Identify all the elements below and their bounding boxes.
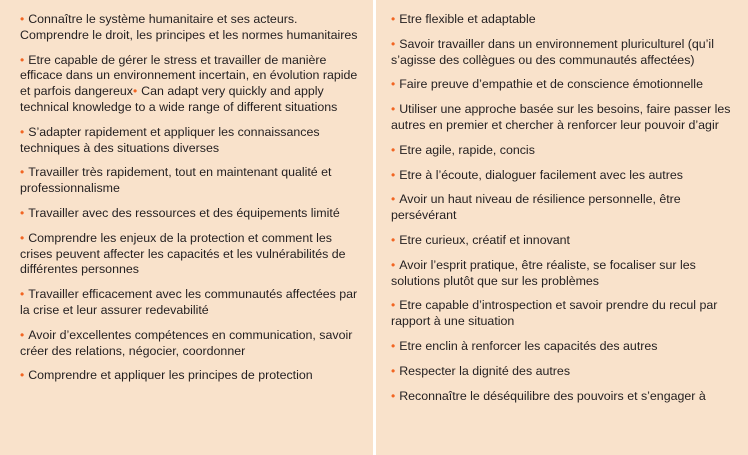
bullet-icon: • [391,192,396,207]
list-item [391,168,746,184]
bullet-icon: • [391,36,396,51]
bullet-icon: • [391,12,396,26]
bullet-icon: • [391,142,396,157]
item-text: Avoir d’excellentes compétences en communication, savoir créer des relations, négocier, coordonner [20,327,353,358]
item-text: Comprendre et appliquer les principes de protection [28,368,313,383]
list-item [391,389,746,405]
item-text: Etre curieux, créatif et innovant [399,232,571,247]
item-text: Travailler efficacement avec les communautés affectées par la crise et leur assurer redevabilité [20,287,358,317]
item-text: S’adapter rapidement et appliquer les connaissances techniques à des situations diverses [20,124,320,155]
bullet-icon: • [391,363,396,378]
list-item [391,192,746,224]
list-item [20,231,367,278]
item-text: Travailler avec des ressources et des équipements limité [28,205,340,220]
item-text: Utiliser une approche basée sur les besoins, faire passer les autres en premier et chercher à renforcer leur pouvoir d’agir [391,102,731,132]
bullet-icon: • [20,327,25,342]
list-item [391,12,746,28]
list-item [391,298,746,330]
left-column [0,0,373,455]
bullet-icon: • [20,52,25,67]
item-text: Respecter la dignité des autres [399,363,571,378]
bullet-icon: • [20,124,25,139]
item-text: Travailler très rapidement, tout en maintenant qualité et professionnalisme [20,165,332,196]
item-text: Etre agile, rapide, concis [399,142,535,157]
item-text: Etre à l’écoute, dialoguer facilement avec les autres [399,167,683,182]
list-item [391,102,746,134]
left-competency-list [20,12,367,384]
list-item [20,125,367,157]
item-text: Avoir un haut niveau de résilience personnelle, être persévérant [391,192,681,223]
item-text: Avoir l’esprit pratique, être réaliste, se focaliser sur les solutions plutôt que sur les problèmes [391,257,696,288]
list-item [391,233,746,249]
item-text: Connaître le système humanitaire et ses acteurs. Comprendre le droit, les principes et les normes humanitaires [20,12,358,42]
bullet-icon: • [391,298,396,313]
list-item [391,339,746,355]
bullet-icon: • [20,230,25,245]
list-item [20,328,367,360]
item-text: Comprendre les enjeux de la protection et comment les crises peuvent affecter les capacités et les vulnérabilités de différentes personnes [20,230,346,277]
list-item [391,143,746,159]
item-text: Savoir travailler dans un environnement pluriculturel (qu’il s’agisse des collègues ou des communautés affectées) [391,36,714,67]
list-item [20,368,367,384]
list-item [391,364,746,380]
bullet-icon: • [20,12,25,26]
bullet-icon: • [20,165,25,180]
list-item [391,37,746,69]
item-text: Etre flexible et adaptable [399,12,536,26]
bullet-icon: • [20,205,25,220]
list-item [391,77,746,93]
inline-english-text: Can adapt very quickly and apply technical knowledge to a wide range of different situations [20,84,338,114]
list-item [20,206,367,222]
bullet-icon: • [20,287,25,302]
right-column [376,0,748,455]
bullet-icon: • [20,368,25,383]
item-text: Etre capable d’introspection et savoir prendre du recul par rapport à une situation [391,298,718,329]
list-item [391,258,746,290]
right-competency-list [391,12,746,404]
list-item [20,12,367,44]
bullet-icon: • [391,388,396,403]
list-item [20,165,367,197]
bullet-icon: • [391,257,396,272]
bullet-icon: • [391,232,396,247]
item-text: Faire preuve d’empathie et de conscience émotionnelle [399,77,703,92]
bullet-icon: • [132,84,138,99]
bullet-icon: • [391,102,396,117]
bullet-icon: • [391,167,396,182]
item-text: Etre capable de gérer le stress et travailler de manière efficace dans un environnement incertain, en évolution rapide et parfois dangereux [20,52,358,99]
list-item [20,53,367,116]
item-text: Etre enclin à renforcer les capacités des autres [399,338,658,353]
list-item [20,287,367,319]
bullet-icon: • [391,77,396,92]
bullet-icon: • [391,338,396,353]
item-text: Reconnaître le déséquilibre des pouvoirs et s’engager à [399,388,706,403]
